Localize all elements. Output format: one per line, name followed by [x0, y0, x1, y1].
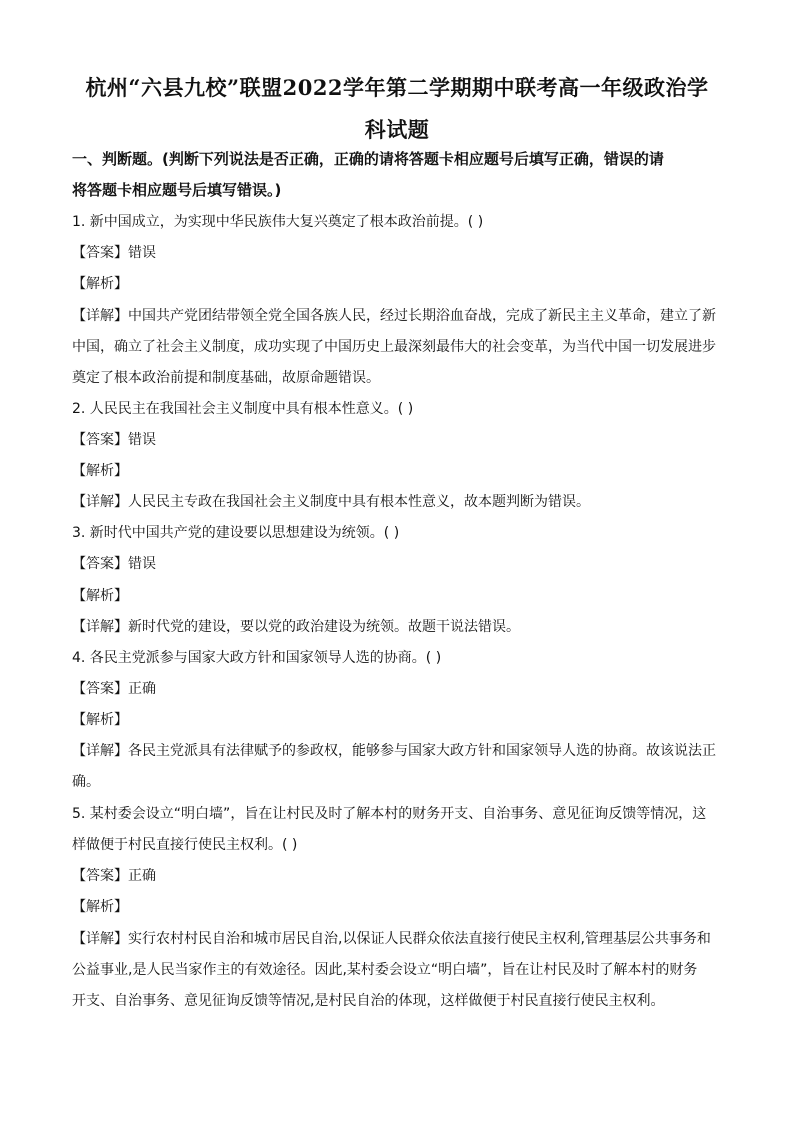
detail-label: 【详解】: [72, 931, 128, 947]
question-5-stem-line-2: 样做便于村民直接行使民主权利。( ): [72, 837, 298, 853]
answer-value: 错误: [128, 432, 156, 448]
question-1-detail-line-3: 奠定了根本政治前提和制度基础，故原命题错误。: [72, 370, 380, 386]
answer-label: 【答案】: [72, 556, 128, 572]
answer-value: 错误: [128, 245, 156, 261]
document-title-line-1: 杭州“六县九校”联盟2022学年第二学期期中联考高一年级政治学: [85, 75, 709, 100]
section-heading-line-1: 一、判断题。(判断下列说法是否正确，正确的请将答题卡相应题号后填写正确，错误的请: [72, 150, 664, 168]
question-2-stem: 2. 人民民主在我国社会主义制度中具有根本性意义。( ): [72, 401, 414, 417]
question-5-detail-line-2: 公益事业,是人民当家作主的有效途径。因此,某村委会设立“明白墙”，旨在让村民及时了解本村的财务: [72, 962, 698, 978]
question-1-analysis-label: 【解析】: [72, 276, 128, 292]
detail-label: 【详解】: [72, 743, 128, 759]
question-4-analysis-label: 【解析】: [72, 712, 128, 728]
question-2-analysis-label: 【解析】: [72, 463, 128, 479]
question-4-answer: [72, 679, 722, 699]
question-2-detail-line-1: [72, 492, 722, 512]
answer-label: 【答案】: [72, 868, 128, 884]
question-2-answer: [72, 430, 722, 450]
answer-value: 正确: [128, 681, 156, 697]
question-1-detail-line-1: [72, 306, 722, 326]
detail-label: 【详解】: [72, 494, 128, 510]
section-heading-line-2: 将答题卡相应题号后填写错误。): [72, 181, 282, 199]
detail-text: 各民主党派具有法律赋予的参政权，能够参与国家大政方针和国家领导人选的协商。故该说法正: [128, 743, 716, 759]
question-5-answer: [72, 866, 722, 886]
question-1-detail-line-2: 中国，确立了社会主义制度，成功实现了中国历史上最深刻最伟大的社会变革，为当代中国一切发展进步: [72, 339, 716, 355]
question-3-analysis-label: 【解析】: [72, 588, 128, 604]
question-1-stem: 1. 新中国成立，为实现中华民族伟大复兴奠定了根本政治前提。( ): [72, 214, 484, 230]
detail-text: 中国共产党团结带领全党全国各族人民，经过长期浴血奋战，完成了新民主主义革命，建立了新: [128, 308, 716, 324]
answer-label: 【答案】: [72, 681, 128, 697]
question-4-detail-line-2: 确。: [72, 774, 100, 790]
question-3-stem: 3. 新时代中国共产党的建设要以思想建设为统领。( ): [72, 525, 400, 541]
question-4-detail-line-1: [72, 741, 722, 761]
detail-text: 实行农村村民自治和城市居民自治,以保证人民群众依法直接行使民主权利,管理基层公共事务和: [128, 931, 711, 947]
question-3-answer: [72, 554, 722, 574]
answer-label: 【答案】: [72, 432, 128, 448]
document-title-line-2: 科试题: [364, 117, 430, 142]
question-5-analysis-label: 【解析】: [72, 899, 128, 915]
answer-value: 正确: [128, 868, 156, 884]
detail-text: 人民民主专政在我国社会主义制度中具有根本性意义，故本题判断为错误。: [128, 494, 590, 510]
question-5-detail-line-3: 开支、自治事务、意见征询反馈等情况,是村民自治的体现，这样做便于村民直接行使民主权利。: [72, 993, 665, 1009]
question-5-detail-line-1: [72, 929, 722, 949]
detail-text: 新时代党的建设，要以党的政治建设为统领。故题干说法错误。: [128, 619, 520, 635]
question-1-answer: [72, 243, 722, 263]
question-5-stem-line-1: 5. 某村委会设立“明白墙”，旨在让村民及时了解本村的财务开支、自治事务、意见征询反馈等情况，这: [72, 806, 707, 822]
question-4-stem: 4. 各民主党派参与国家大政方针和国家领导人选的协商。( ): [72, 650, 442, 666]
question-3-detail-line-1: [72, 617, 722, 637]
detail-label: 【详解】: [72, 308, 128, 324]
detail-label: 【详解】: [72, 619, 128, 635]
answer-value: 错误: [128, 556, 156, 572]
answer-label: 【答案】: [72, 245, 128, 261]
